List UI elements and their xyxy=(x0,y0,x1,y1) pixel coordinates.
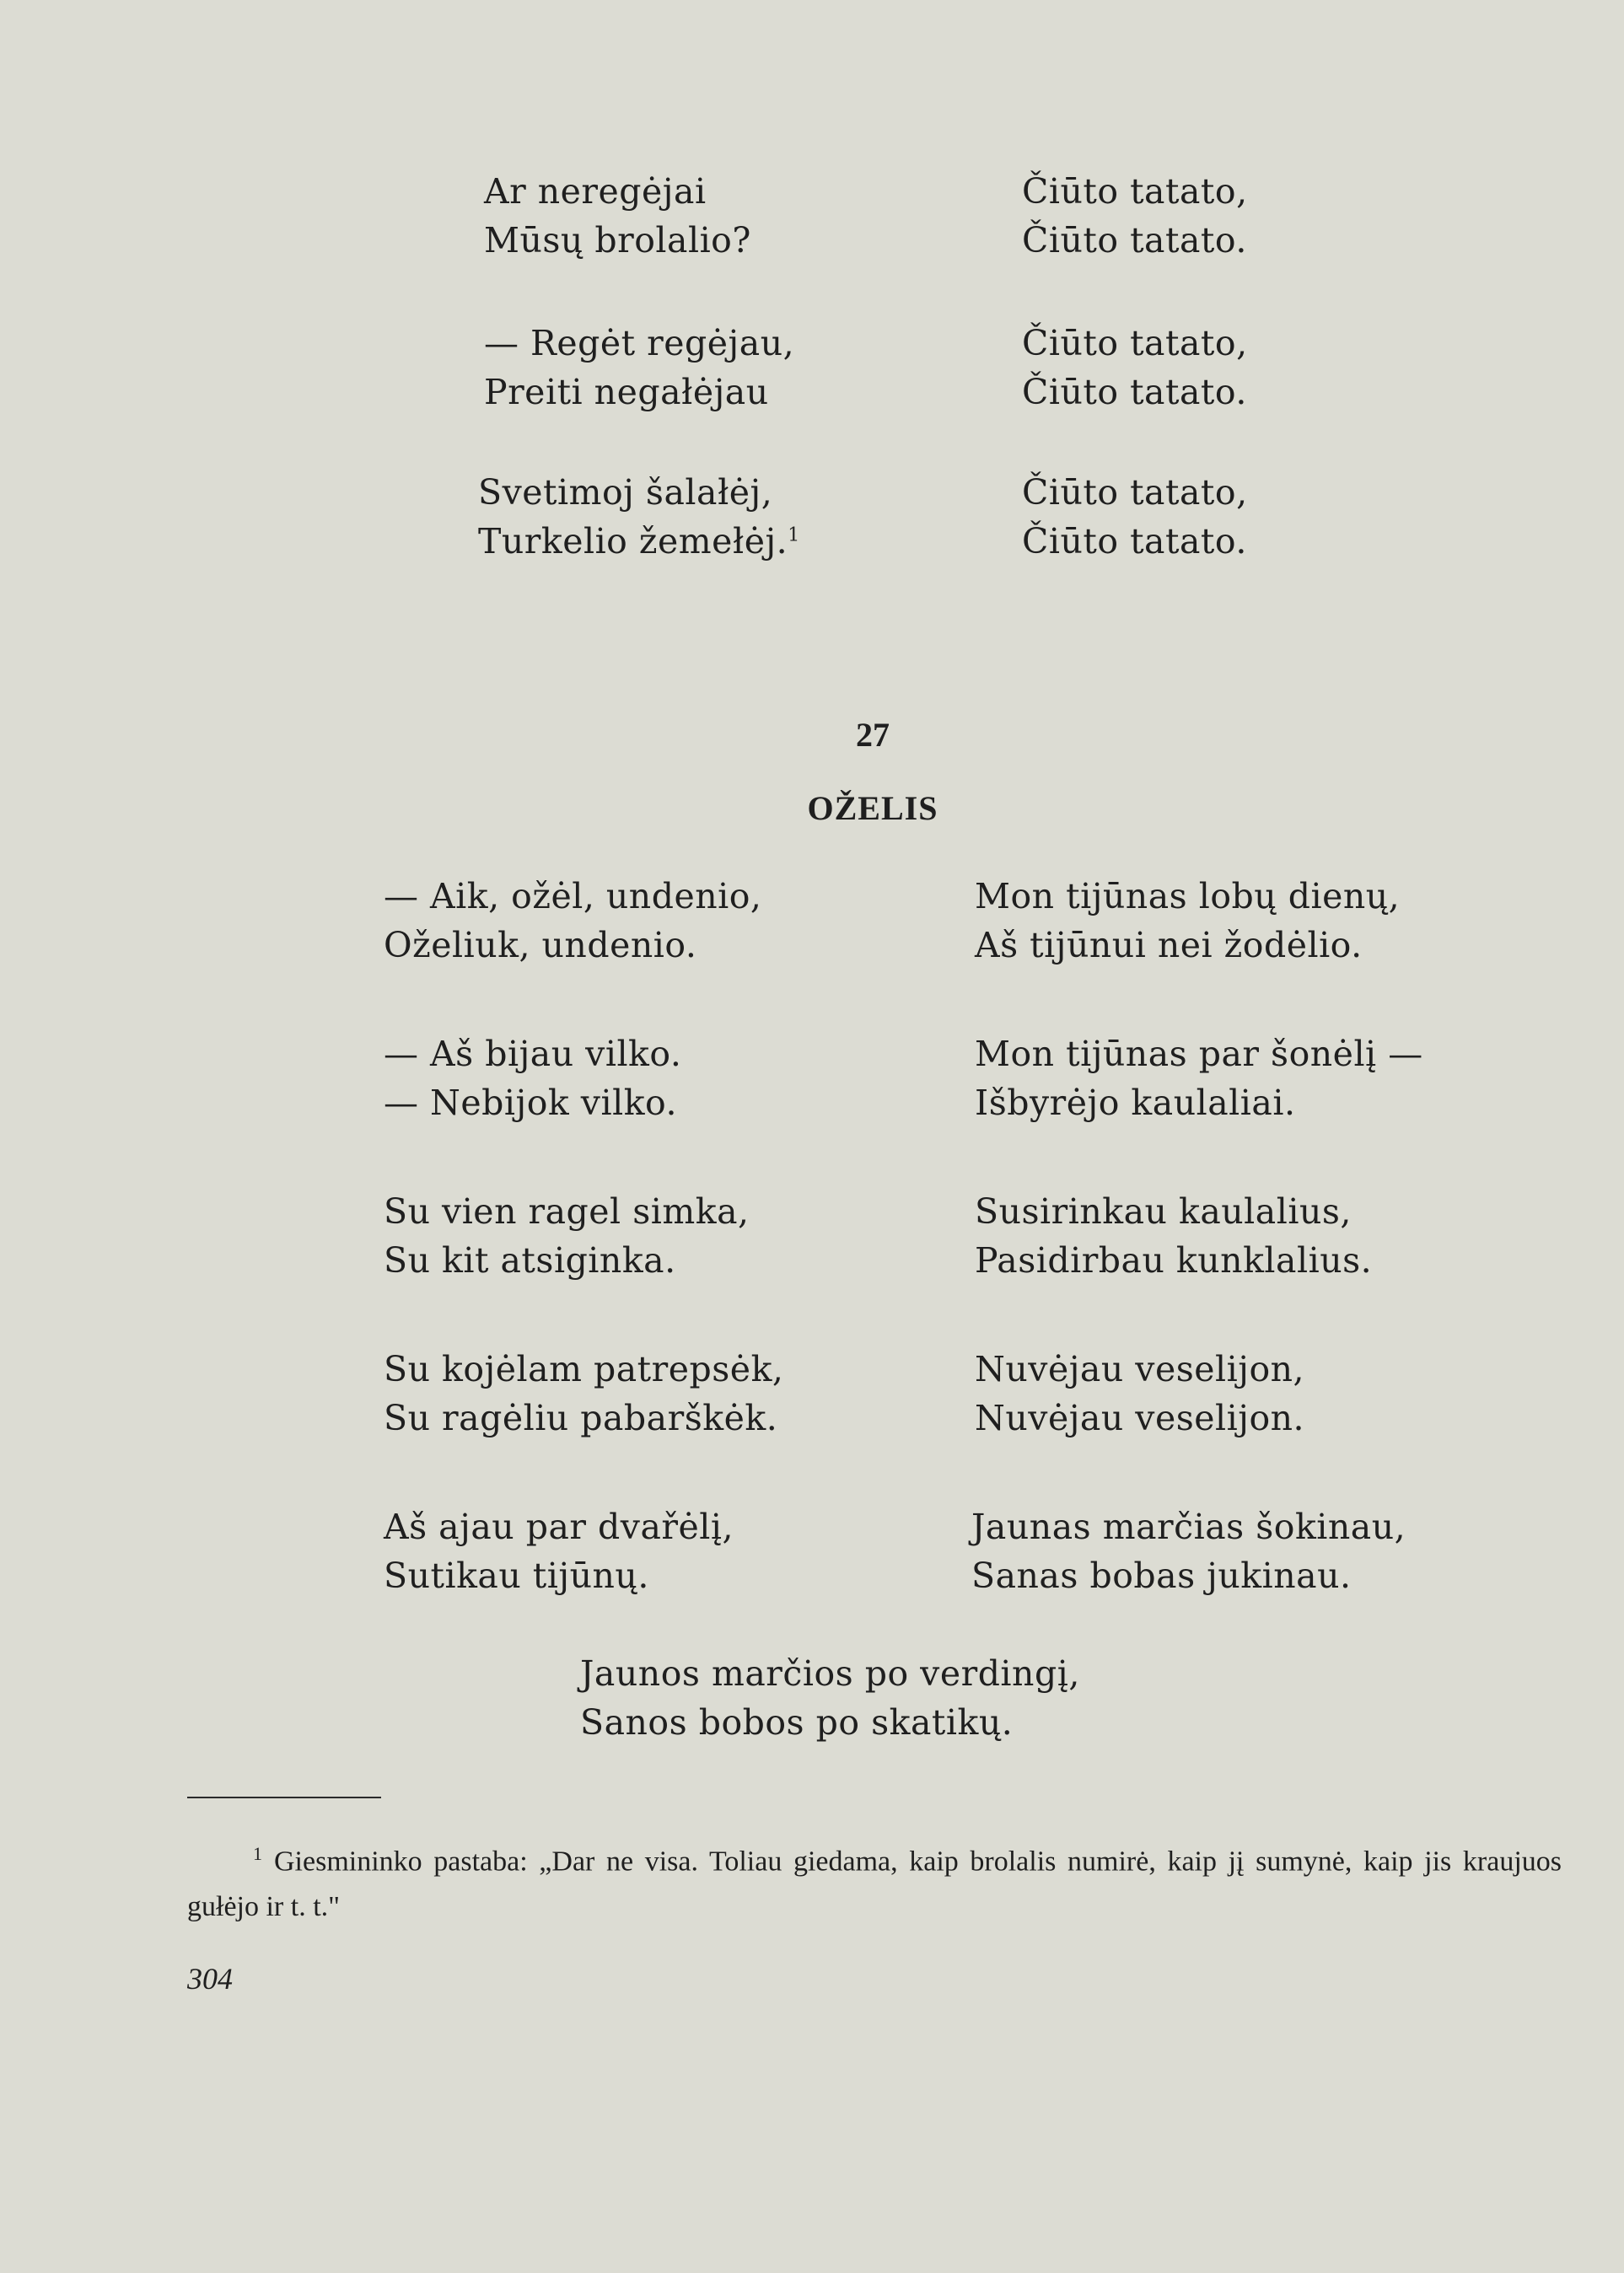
verse-line: Jaunos marčios po verdingį, xyxy=(580,1653,1080,1694)
verse-line: Oželiuk, undenio. xyxy=(384,925,697,965)
verse-line: Su kojėlam patrepsėk, xyxy=(384,1349,784,1389)
top-stanza-right-3 xyxy=(1022,468,1248,566)
song-stanza-left-1 xyxy=(384,872,761,970)
verse-line: Čiūto tatato, xyxy=(1022,472,1248,513)
verse-line: Čiūto tatato. xyxy=(1022,220,1247,261)
verse-line: — Regėt regėjau, xyxy=(484,323,795,363)
verse-line: Mon tijūnas lobų dienų, xyxy=(975,876,1401,916)
song-final-stanza xyxy=(580,1649,1080,1747)
verse-line: Aš tijūnui nei žodėlio. xyxy=(975,925,1363,965)
verse-line: — Nebijok vilko. xyxy=(384,1083,678,1123)
song-stanza-left-2 xyxy=(384,1029,681,1127)
footnote-divider xyxy=(187,1797,381,1798)
verse-line: Su kit atsiginka. xyxy=(384,1240,676,1281)
verse-line-with-footnote xyxy=(478,517,800,566)
song-stanza-left-3 xyxy=(384,1187,750,1285)
verse-line: Ar neregėjai xyxy=(484,171,707,212)
verse-line: Mūsų brolalio? xyxy=(484,220,751,261)
top-stanza-right-1 xyxy=(1022,167,1248,265)
verse-line: Sutikau tijūnų. xyxy=(384,1556,649,1596)
verse-line: Sanas bobas jukinau. xyxy=(971,1556,1352,1596)
verse-line: Aš ajau par dvařėlį, xyxy=(384,1507,734,1547)
song-stanza-right-4 xyxy=(975,1345,1304,1443)
verse-line: Nuvėjau veselijon. xyxy=(975,1398,1305,1438)
song-title: OŽELIS xyxy=(807,789,938,827)
top-stanza-left-1 xyxy=(484,167,751,265)
song-stanza-left-4 xyxy=(384,1345,783,1443)
footnote-text: Giesmininko pastaba: „Dar ne visa. Toliau giedama, kaip brolalis numirė, kaip jį sumynė, kaip jis kraujuos gułėjo ir t. t." xyxy=(187,1846,1562,1923)
verse-line: Čiūto tatato. xyxy=(1022,372,1247,412)
verse-line: — Aik, ožėl, undenio, xyxy=(384,876,762,916)
page-number: 304 xyxy=(187,1962,233,1996)
verse-line: Susirinkau kaulalius, xyxy=(975,1191,1352,1232)
verse-line: Preiti negałėjau xyxy=(484,372,769,412)
verse-line: Sanos bobos po skatikų. xyxy=(580,1702,1014,1743)
verse-text: Turkelio žemełėj. xyxy=(478,521,788,562)
verse-line: Čiūto tatato, xyxy=(1022,171,1248,212)
verse-line: — Aš bijau vilko. xyxy=(384,1034,682,1074)
song-stanza-right-1 xyxy=(975,872,1400,970)
verse-line: Svetimoj šalałėj, xyxy=(478,472,773,513)
footnote xyxy=(187,1831,1562,1930)
song-stanza-left-5 xyxy=(384,1502,734,1600)
top-stanza-left-2 xyxy=(484,319,794,416)
verse-line: Pasidirbau kunklalius. xyxy=(975,1240,1373,1281)
footnote-mark: 1 xyxy=(253,1843,262,1864)
song-number: 27 xyxy=(856,716,890,754)
song-stanza-right-5 xyxy=(971,1502,1406,1600)
verse-line: Su vien ragel simka, xyxy=(384,1191,750,1232)
verse-line: Jaunas marčias šokinau, xyxy=(971,1507,1406,1547)
song-stanza-right-2 xyxy=(975,1029,1423,1127)
verse-line: Čiūto tatato. xyxy=(1022,521,1247,562)
top-stanza-right-2 xyxy=(1022,319,1248,416)
verse-line: Išbyrėjo kaulaliai. xyxy=(975,1083,1296,1123)
verse-line: Čiūto tatato, xyxy=(1022,323,1248,363)
verse-line: Nuvėjau veselijon, xyxy=(975,1349,1305,1389)
verse-line: Su ragėliu pabarškėk. xyxy=(384,1398,778,1438)
verse-line: Mon tijūnas par šonėlį — xyxy=(975,1034,1423,1074)
song-stanza-right-3 xyxy=(975,1187,1372,1285)
footnote-reference: 1 xyxy=(788,524,800,546)
top-stanza-left-3 xyxy=(478,468,800,566)
